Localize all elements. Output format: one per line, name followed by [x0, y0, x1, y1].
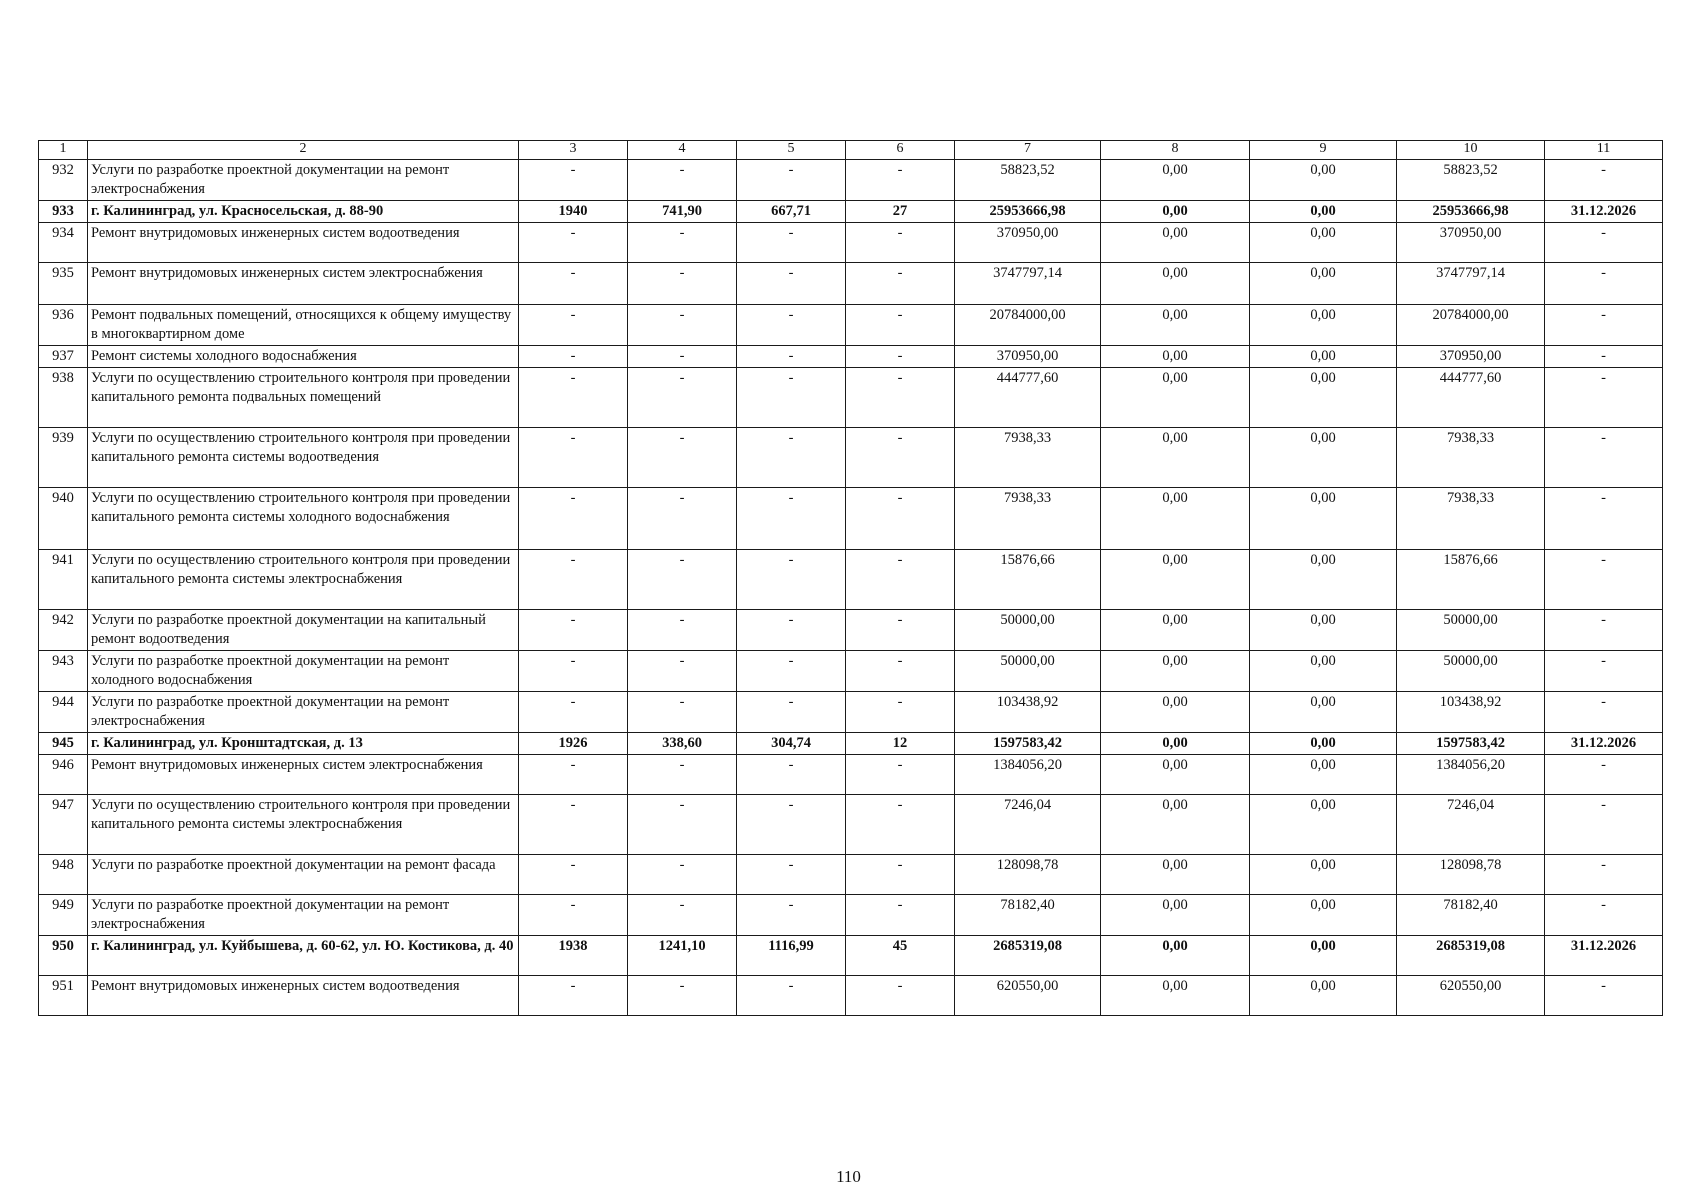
value-cell-col-4: -: [628, 368, 737, 428]
value-cell-col-11: -: [1545, 755, 1663, 795]
page-number: 110: [836, 1167, 861, 1186]
value-cell-col-10: 50000,00: [1397, 651, 1545, 692]
value-cell-col-6: -: [846, 976, 955, 1016]
value-cell-col-7: 370950,00: [955, 223, 1101, 263]
value-cell-col-5: -: [737, 550, 846, 610]
row-number-cell: 938: [39, 368, 88, 428]
value-cell-col-6: -: [846, 651, 955, 692]
value-cell-col-10: 620550,00: [1397, 976, 1545, 1016]
table-row: [39, 263, 1663, 305]
value-cell-col-4: -: [628, 263, 737, 305]
value-cell-col-11: -: [1545, 263, 1663, 305]
value-cell-col-7: 58823,52: [955, 160, 1101, 201]
description-cell: Услуги по разработке проектной документации на ремонт электроснабжения: [88, 692, 519, 733]
value-cell-col-9: 0,00: [1250, 755, 1397, 795]
value-cell-col-7: 1384056,20: [955, 755, 1101, 795]
value-cell-col-7: 78182,40: [955, 895, 1101, 936]
value-cell-col-5: -: [737, 160, 846, 201]
value-cell-col-3: -: [519, 550, 628, 610]
value-cell-col-3: -: [519, 368, 628, 428]
column-header-2: 2: [88, 141, 519, 160]
row-number-cell: 932: [39, 160, 88, 201]
value-cell-col-3: 1926: [519, 733, 628, 755]
header-row: [39, 141, 1663, 160]
column-header-8: 8: [1101, 141, 1250, 160]
value-cell-col-11: -: [1545, 368, 1663, 428]
value-cell-col-11: -: [1545, 651, 1663, 692]
description-cell: Услуги по осуществлению строительного контроля при проведении капитального ремонта системы электроснабжения: [88, 795, 519, 855]
value-cell-col-11: 31.12.2026: [1545, 733, 1663, 755]
value-cell-col-5: -: [737, 692, 846, 733]
column-header-11: 11: [1545, 141, 1663, 160]
row-number-cell: 937: [39, 346, 88, 368]
value-cell-col-10: 58823,52: [1397, 160, 1545, 201]
value-cell-col-3: -: [519, 755, 628, 795]
value-cell-col-5: -: [737, 305, 846, 346]
value-cell-col-5: -: [737, 651, 846, 692]
value-cell-col-4: -: [628, 610, 737, 651]
value-cell-col-5: -: [737, 795, 846, 855]
value-cell-col-7: 128098,78: [955, 855, 1101, 895]
value-cell-col-7: 20784000,00: [955, 305, 1101, 346]
value-cell-col-6: -: [846, 855, 955, 895]
description-cell: Услуги по осуществлению строительного контроля при проведении капитального ремонта системы холодного водоснабжения: [88, 488, 519, 550]
value-cell-col-6: -: [846, 223, 955, 263]
value-cell-col-9: 0,00: [1250, 895, 1397, 936]
description-cell: Услуги по разработке проектной документации на ремонт электроснабжения: [88, 160, 519, 201]
description-cell: Услуги по разработке проектной документации на ремонт фасада: [88, 855, 519, 895]
value-cell-col-8: 0,00: [1101, 692, 1250, 733]
column-header-3: 3: [519, 141, 628, 160]
table-body: [39, 160, 1663, 1016]
column-header-1: 1: [39, 141, 88, 160]
row-number-cell: 934: [39, 223, 88, 263]
value-cell-col-3: -: [519, 346, 628, 368]
value-cell-col-10: 50000,00: [1397, 610, 1545, 651]
description-cell: Услуги по разработке проектной документации на капитальный ремонт водоотведения: [88, 610, 519, 651]
value-cell-col-5: -: [737, 428, 846, 488]
value-cell-col-3: -: [519, 428, 628, 488]
document-sheet: [38, 140, 1662, 1016]
value-cell-col-3: -: [519, 305, 628, 346]
value-cell-col-8: 0,00: [1101, 733, 1250, 755]
value-cell-col-8: 0,00: [1101, 368, 1250, 428]
value-cell-col-3: -: [519, 976, 628, 1016]
value-cell-col-10: 444777,60: [1397, 368, 1545, 428]
row-number-cell: 950: [39, 936, 88, 976]
value-cell-col-3: -: [519, 895, 628, 936]
description-cell: Услуги по разработке проектной документации на ремонт электроснабжения: [88, 895, 519, 936]
value-cell-col-5: -: [737, 488, 846, 550]
description-cell: Ремонт системы холодного водоснабжения: [88, 346, 519, 368]
value-cell-col-11: -: [1545, 692, 1663, 733]
value-cell-col-11: -: [1545, 488, 1663, 550]
column-header-9: 9: [1250, 141, 1397, 160]
value-cell-col-6: -: [846, 488, 955, 550]
value-cell-col-9: 0,00: [1250, 550, 1397, 610]
value-cell-col-9: 0,00: [1250, 160, 1397, 201]
value-cell-col-8: 0,00: [1101, 610, 1250, 651]
value-cell-col-8: 0,00: [1101, 263, 1250, 305]
value-cell-col-11: -: [1545, 610, 1663, 651]
value-cell-col-3: -: [519, 160, 628, 201]
value-cell-col-9: 0,00: [1250, 263, 1397, 305]
value-cell-col-11: -: [1545, 895, 1663, 936]
value-cell-col-8: 0,00: [1101, 346, 1250, 368]
value-cell-col-4: -: [628, 755, 737, 795]
value-cell-col-6: -: [846, 305, 955, 346]
description-cell: Ремонт внутридомовых инженерных систем электроснабжения: [88, 263, 519, 305]
row-number-cell: 942: [39, 610, 88, 651]
value-cell-col-7: 50000,00: [955, 651, 1101, 692]
value-cell-col-7: 7938,33: [955, 428, 1101, 488]
value-cell-col-6: 45: [846, 936, 955, 976]
row-number-cell: 939: [39, 428, 88, 488]
value-cell-col-10: 1597583,42: [1397, 733, 1545, 755]
value-cell-col-8: 0,00: [1101, 160, 1250, 201]
row-number-cell: 940: [39, 488, 88, 550]
description-cell: г. Калининград, ул. Красносельская, д. 88-90: [88, 201, 519, 223]
value-cell-col-6: -: [846, 795, 955, 855]
value-cell-col-9: 0,00: [1250, 346, 1397, 368]
value-cell-col-7: 3747797,14: [955, 263, 1101, 305]
value-cell-col-9: 0,00: [1250, 428, 1397, 488]
description-cell: Ремонт внутридомовых инженерных систем электроснабжения: [88, 755, 519, 795]
value-cell-col-4: -: [628, 305, 737, 346]
value-cell-col-5: -: [737, 368, 846, 428]
table-row: [39, 488, 1663, 550]
column-header-10: 10: [1397, 141, 1545, 160]
value-cell-col-4: -: [628, 488, 737, 550]
value-cell-col-6: -: [846, 263, 955, 305]
value-cell-col-4: -: [628, 855, 737, 895]
row-number-cell: 951: [39, 976, 88, 1016]
value-cell-col-10: 20784000,00: [1397, 305, 1545, 346]
value-cell-col-6: -: [846, 428, 955, 488]
description-cell: Ремонт подвальных помещений, относящихся к общему имуществу в многоквартирном доме: [88, 305, 519, 346]
value-cell-col-3: -: [519, 263, 628, 305]
value-cell-col-4: 741,90: [628, 201, 737, 223]
description-cell: г. Калининград, ул. Куйбышева, д. 60-62, ул. Ю. Костикова, д. 40: [88, 936, 519, 976]
value-cell-col-6: 12: [846, 733, 955, 755]
value-cell-col-4: -: [628, 795, 737, 855]
value-cell-col-7: 370950,00: [955, 346, 1101, 368]
column-header-6: 6: [846, 141, 955, 160]
value-cell-col-10: 128098,78: [1397, 855, 1545, 895]
value-cell-col-9: 0,00: [1250, 795, 1397, 855]
value-cell-col-8: 0,00: [1101, 651, 1250, 692]
value-cell-col-4: -: [628, 160, 737, 201]
value-cell-col-8: 0,00: [1101, 550, 1250, 610]
value-cell-col-11: -: [1545, 160, 1663, 201]
value-cell-col-4: 1241,10: [628, 936, 737, 976]
value-cell-col-8: 0,00: [1101, 976, 1250, 1016]
description-cell: Ремонт внутридомовых инженерных систем водоотведения: [88, 223, 519, 263]
value-cell-col-3: 1940: [519, 201, 628, 223]
row-number-cell: 941: [39, 550, 88, 610]
table-row: [39, 550, 1663, 610]
value-cell-col-9: 0,00: [1250, 651, 1397, 692]
value-cell-col-10: 103438,92: [1397, 692, 1545, 733]
value-cell-col-5: 667,71: [737, 201, 846, 223]
table-row: [39, 346, 1663, 368]
value-cell-col-7: 103438,92: [955, 692, 1101, 733]
value-cell-col-10: 15876,66: [1397, 550, 1545, 610]
value-cell-col-8: 0,00: [1101, 936, 1250, 976]
value-cell-col-4: -: [628, 223, 737, 263]
row-number-cell: 943: [39, 651, 88, 692]
description-cell: Ремонт внутридомовых инженерных систем водоотведения: [88, 976, 519, 1016]
table-row: [39, 223, 1663, 263]
value-cell-col-6: -: [846, 755, 955, 795]
value-cell-col-8: 0,00: [1101, 895, 1250, 936]
table-row: [39, 428, 1663, 488]
value-cell-col-5: -: [737, 223, 846, 263]
table-row: [39, 795, 1663, 855]
value-cell-col-8: 0,00: [1101, 223, 1250, 263]
value-cell-col-3: -: [519, 795, 628, 855]
value-cell-col-5: -: [737, 895, 846, 936]
value-cell-col-9: 0,00: [1250, 692, 1397, 733]
table-row: [39, 368, 1663, 428]
value-cell-col-3: 1938: [519, 936, 628, 976]
value-cell-col-8: 0,00: [1101, 305, 1250, 346]
value-cell-col-6: -: [846, 346, 955, 368]
value-cell-col-11: 31.12.2026: [1545, 201, 1663, 223]
value-cell-col-5: -: [737, 755, 846, 795]
row-number-cell: 947: [39, 795, 88, 855]
table-row: [39, 651, 1663, 692]
row-number-cell: 936: [39, 305, 88, 346]
value-cell-col-5: -: [737, 346, 846, 368]
value-cell-col-8: 0,00: [1101, 855, 1250, 895]
value-cell-col-10: 7246,04: [1397, 795, 1545, 855]
table-row: [39, 305, 1663, 346]
value-cell-col-9: 0,00: [1250, 610, 1397, 651]
description-cell: Услуги по разработке проектной документации на ремонт холодного водоснабжения: [88, 651, 519, 692]
value-cell-col-3: -: [519, 488, 628, 550]
value-cell-col-3: -: [519, 223, 628, 263]
table-row: [39, 855, 1663, 895]
column-header-5: 5: [737, 141, 846, 160]
value-cell-col-4: -: [628, 550, 737, 610]
value-cell-col-11: 31.12.2026: [1545, 936, 1663, 976]
row-number-cell: 935: [39, 263, 88, 305]
value-cell-col-7: 620550,00: [955, 976, 1101, 1016]
table-row: [39, 936, 1663, 976]
value-cell-col-8: 0,00: [1101, 201, 1250, 223]
value-cell-col-9: 0,00: [1250, 368, 1397, 428]
description-cell: г. Калининград, ул. Кронштадтская, д. 13: [88, 733, 519, 755]
value-cell-col-4: -: [628, 651, 737, 692]
value-cell-col-5: -: [737, 855, 846, 895]
value-cell-col-9: 0,00: [1250, 976, 1397, 1016]
value-cell-col-11: -: [1545, 346, 1663, 368]
table-row: [39, 733, 1663, 755]
value-cell-col-5: -: [737, 263, 846, 305]
value-cell-col-9: 0,00: [1250, 305, 1397, 346]
row-number-cell: 948: [39, 855, 88, 895]
description-cell: Услуги по осуществлению строительного контроля при проведении капитального ремонта системы электроснабжения: [88, 550, 519, 610]
value-cell-col-3: -: [519, 651, 628, 692]
value-cell-col-8: 0,00: [1101, 488, 1250, 550]
value-cell-col-11: -: [1545, 855, 1663, 895]
table-row: [39, 610, 1663, 651]
value-cell-col-4: -: [628, 976, 737, 1016]
value-cell-col-6: -: [846, 160, 955, 201]
value-cell-col-10: 370950,00: [1397, 223, 1545, 263]
value-cell-col-8: 0,00: [1101, 795, 1250, 855]
value-cell-col-9: 0,00: [1250, 488, 1397, 550]
row-number-cell: 945: [39, 733, 88, 755]
value-cell-col-4: 338,60: [628, 733, 737, 755]
value-cell-col-9: 0,00: [1250, 855, 1397, 895]
value-cell-col-4: -: [628, 692, 737, 733]
value-cell-col-11: -: [1545, 550, 1663, 610]
description-cell: Услуги по осуществлению строительного контроля при проведении капитального ремонта системы водоотведения: [88, 428, 519, 488]
row-number-cell: 944: [39, 692, 88, 733]
table-row: [39, 976, 1663, 1016]
value-cell-col-9: 0,00: [1250, 936, 1397, 976]
value-cell-col-7: 1597583,42: [955, 733, 1101, 755]
value-cell-col-7: 2685319,08: [955, 936, 1101, 976]
table-row: [39, 160, 1663, 201]
value-cell-col-3: -: [519, 610, 628, 651]
column-header-7: 7: [955, 141, 1101, 160]
value-cell-col-6: -: [846, 550, 955, 610]
table-row: [39, 755, 1663, 795]
value-cell-col-11: -: [1545, 223, 1663, 263]
value-cell-col-6: -: [846, 368, 955, 428]
value-cell-col-6: 27: [846, 201, 955, 223]
value-cell-col-11: -: [1545, 976, 1663, 1016]
description-cell: Услуги по осуществлению строительного контроля при проведении капитального ремонта подвальных помещений: [88, 368, 519, 428]
value-cell-col-10: 1384056,20: [1397, 755, 1545, 795]
value-cell-col-5: -: [737, 610, 846, 651]
value-cell-col-7: 50000,00: [955, 610, 1101, 651]
value-cell-col-9: 0,00: [1250, 733, 1397, 755]
table-row: [39, 692, 1663, 733]
value-cell-col-11: -: [1545, 305, 1663, 346]
value-cell-col-11: -: [1545, 428, 1663, 488]
value-cell-col-6: -: [846, 610, 955, 651]
column-header-4: 4: [628, 141, 737, 160]
value-cell-col-7: 15876,66: [955, 550, 1101, 610]
value-cell-col-4: -: [628, 428, 737, 488]
value-cell-col-10: 25953666,98: [1397, 201, 1545, 223]
value-cell-col-9: 0,00: [1250, 201, 1397, 223]
value-cell-col-6: -: [846, 895, 955, 936]
value-cell-col-7: 25953666,98: [955, 201, 1101, 223]
value-cell-col-7: 444777,60: [955, 368, 1101, 428]
value-cell-col-3: -: [519, 855, 628, 895]
value-cell-col-10: 7938,33: [1397, 428, 1545, 488]
value-cell-col-7: 7246,04: [955, 795, 1101, 855]
value-cell-col-9: 0,00: [1250, 223, 1397, 263]
value-cell-col-10: 78182,40: [1397, 895, 1545, 936]
data-table: [38, 140, 1663, 1016]
value-cell-col-5: 304,74: [737, 733, 846, 755]
value-cell-col-10: 2685319,08: [1397, 936, 1545, 976]
value-cell-col-10: 3747797,14: [1397, 263, 1545, 305]
row-number-cell: 946: [39, 755, 88, 795]
table-row: [39, 201, 1663, 223]
value-cell-col-7: 7938,33: [955, 488, 1101, 550]
value-cell-col-8: 0,00: [1101, 755, 1250, 795]
value-cell-col-10: 370950,00: [1397, 346, 1545, 368]
table-row: [39, 895, 1663, 936]
row-number-cell: 949: [39, 895, 88, 936]
value-cell-col-5: 1116,99: [737, 936, 846, 976]
value-cell-col-11: -: [1545, 795, 1663, 855]
value-cell-col-4: -: [628, 346, 737, 368]
value-cell-col-3: -: [519, 692, 628, 733]
row-number-cell: 933: [39, 201, 88, 223]
value-cell-col-10: 7938,33: [1397, 488, 1545, 550]
value-cell-col-8: 0,00: [1101, 428, 1250, 488]
value-cell-col-6: -: [846, 692, 955, 733]
value-cell-col-5: -: [737, 976, 846, 1016]
value-cell-col-4: -: [628, 895, 737, 936]
